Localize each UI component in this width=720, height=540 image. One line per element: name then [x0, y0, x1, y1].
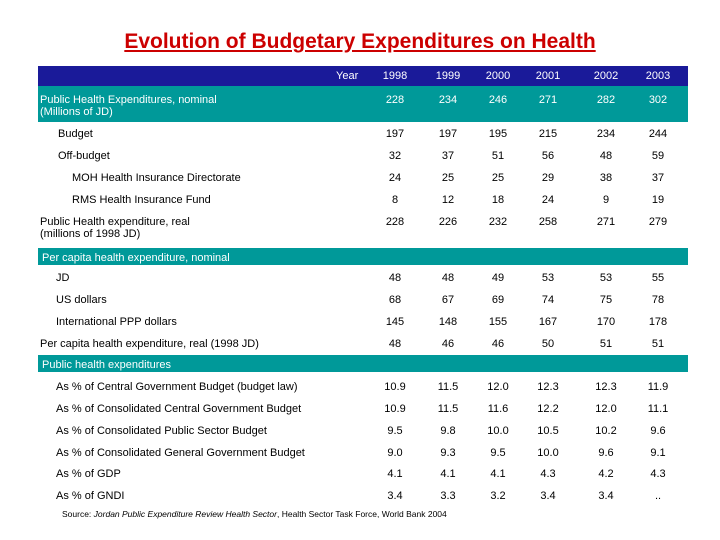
year-header: 2002 — [593, 70, 619, 82]
table-cell: 10.0 — [537, 447, 559, 459]
table-cell: 12.3 — [537, 381, 559, 393]
row-label: As % of Consolidated Public Sector Budget — [56, 425, 267, 437]
table-cell: 48 — [441, 272, 455, 284]
table-cell: 232 — [488, 216, 508, 228]
row-label: US dollars — [56, 294, 107, 306]
year-header: 2003 — [645, 70, 671, 82]
table-cell: 9 — [602, 194, 610, 206]
table-cell: 8 — [391, 194, 399, 206]
table-cell: 10.9 — [384, 381, 406, 393]
table-cell: 78 — [651, 294, 665, 306]
table-cell: 12.0 — [487, 381, 509, 393]
table-cell: 75 — [599, 294, 613, 306]
table-cell: 167 — [538, 316, 558, 328]
table-cell: 10.0 — [487, 425, 509, 437]
table-cell: 271 — [596, 216, 616, 228]
source-note: Source: Jordan Public Expenditure Review Health Sector, Health Sector Task Force, World Bank 2004 — [62, 509, 447, 519]
table-cell: 4.2 — [598, 468, 614, 480]
table-cell: 37 — [651, 172, 665, 184]
table-cell: 3.4 — [598, 490, 614, 502]
table-cell: 197 — [385, 128, 405, 140]
row-label: As % of GDP — [56, 468, 121, 480]
table-cell: 10.9 — [384, 403, 406, 415]
table-cell: 4.1 — [440, 468, 456, 480]
table-cell: 3.4 — [387, 490, 403, 502]
table-cell: 4.3 — [650, 468, 666, 480]
table-cell: 155 — [488, 316, 508, 328]
page-title: Evolution of Budgetary Expenditures on Health — [124, 30, 596, 53]
table-cell: 9.3 — [440, 447, 456, 459]
table-cell: 38 — [599, 172, 613, 184]
table-cell: 11.6 — [487, 403, 509, 415]
year-header: 2001 — [535, 70, 561, 82]
table-cell: 24 — [388, 172, 402, 184]
table-cell: .. — [654, 490, 662, 502]
table-cell: 258 — [538, 216, 558, 228]
table-cell: 51 — [599, 338, 613, 350]
table-cell: 246 — [488, 94, 508, 106]
table-cell: 4.1 — [490, 468, 506, 480]
row-label-unit: (Millions of JD) — [40, 106, 113, 118]
table-cell: 29 — [541, 172, 555, 184]
table-cell: 3.4 — [540, 490, 556, 502]
table-cell: 215 — [538, 128, 558, 140]
table-cell: 11.5 — [437, 403, 459, 415]
row-label: JD — [56, 272, 70, 284]
table-cell: 59 — [651, 150, 665, 162]
table-cell: 53 — [541, 272, 555, 284]
table-cell: 9.5 — [387, 425, 403, 437]
row-label: As % of Consolidated Central Government Budget — [56, 403, 302, 415]
table-cell: 25 — [491, 172, 505, 184]
table-cell: 69 — [491, 294, 505, 306]
table-cell: 145 — [385, 316, 405, 328]
table-cell: 279 — [648, 216, 668, 228]
table-cell: 10.2 — [595, 425, 617, 437]
table-cell: 3.3 — [440, 490, 456, 502]
table-cell: 11.5 — [437, 381, 459, 393]
table-cell: 12.0 — [595, 403, 617, 415]
table-cell: 234 — [438, 94, 458, 106]
table-cell: 48 — [388, 338, 402, 350]
row-label-unit: (millions of 1998 JD) — [40, 228, 141, 240]
table-cell: 226 — [438, 216, 458, 228]
table-cell: 51 — [491, 150, 505, 162]
row-label: Budget — [58, 128, 93, 140]
row-label: RMS Health Insurance Fund — [72, 194, 211, 206]
table-cell: 148 — [438, 316, 458, 328]
table-cell: 19 — [651, 194, 665, 206]
table-cell: 46 — [491, 338, 505, 350]
table-cell: 197 — [438, 128, 458, 140]
table-cell: 49 — [491, 272, 505, 284]
table-cell: 234 — [596, 128, 616, 140]
table-cell: 282 — [596, 94, 616, 106]
table-cell: 12 — [441, 194, 455, 206]
table-cell: 24 — [541, 194, 555, 206]
row-label: As % of GNDI — [56, 490, 125, 502]
table-cell: 18 — [491, 194, 505, 206]
table-cell: 74 — [541, 294, 555, 306]
table-cell: 228 — [385, 94, 405, 106]
table-cell: 3.2 — [490, 490, 506, 502]
section-heading: Per capita health expenditure, nominal — [42, 252, 230, 264]
year-header: 1999 — [435, 70, 461, 82]
table-cell: 228 — [385, 216, 405, 228]
year-header-label: Year — [336, 70, 359, 82]
table-cell: 55 — [651, 272, 665, 284]
table-cell: 25 — [441, 172, 455, 184]
row-label: Public Health Expenditures, nominal — [40, 94, 217, 106]
table-cell: 271 — [538, 94, 558, 106]
table-cell: 10.5 — [537, 425, 559, 437]
row-label: As % of Central Government Budget (budget law) — [56, 381, 298, 393]
table-cell: 68 — [388, 294, 402, 306]
row-label: MOH Health Insurance Directorate — [72, 172, 241, 184]
table-cell: 50 — [541, 338, 555, 350]
table-cell: 9.6 — [598, 447, 614, 459]
table-cell: 32 — [388, 150, 402, 162]
table-cell: 244 — [648, 128, 668, 140]
table-cell: 11.9 — [647, 381, 669, 393]
table-cell: 67 — [441, 294, 455, 306]
table-cell: 4.3 — [540, 468, 556, 480]
table-cell: 9.5 — [490, 447, 506, 459]
row-label: Public Health expenditure, real — [40, 216, 190, 228]
table-cell: 12.2 — [537, 403, 559, 415]
table-cell: 4.1 — [387, 468, 403, 480]
table-cell: 178 — [648, 316, 668, 328]
row-label: International PPP dollars — [56, 316, 177, 328]
table-cell: 302 — [648, 94, 668, 106]
table-cell: 48 — [599, 150, 613, 162]
table-cell: 195 — [488, 128, 508, 140]
table-cell: 56 — [541, 150, 555, 162]
table-cell: 9.1 — [650, 447, 666, 459]
table-cell: 48 — [388, 272, 402, 284]
year-header: 1998 — [382, 70, 408, 82]
table-cell: 12.3 — [595, 381, 617, 393]
row-label: Per capita health expenditure, real (1998 JD) — [40, 338, 259, 350]
table-cell: 9.6 — [650, 425, 666, 437]
table-cell: 51 — [651, 338, 665, 350]
table-cell: 9.0 — [387, 447, 403, 459]
section-heading: Public health expenditures — [42, 359, 172, 371]
table-cell: 46 — [441, 338, 455, 350]
table-cell: 53 — [599, 272, 613, 284]
table-cell: 170 — [596, 316, 616, 328]
table-cell: 11.1 — [647, 403, 669, 415]
table-cell: 37 — [441, 150, 455, 162]
year-header: 2000 — [485, 70, 511, 82]
row-label: Off-budget — [58, 150, 110, 162]
table-cell: 9.8 — [440, 425, 456, 437]
row-label: As % of Consolidated General Government Budget — [56, 447, 305, 459]
